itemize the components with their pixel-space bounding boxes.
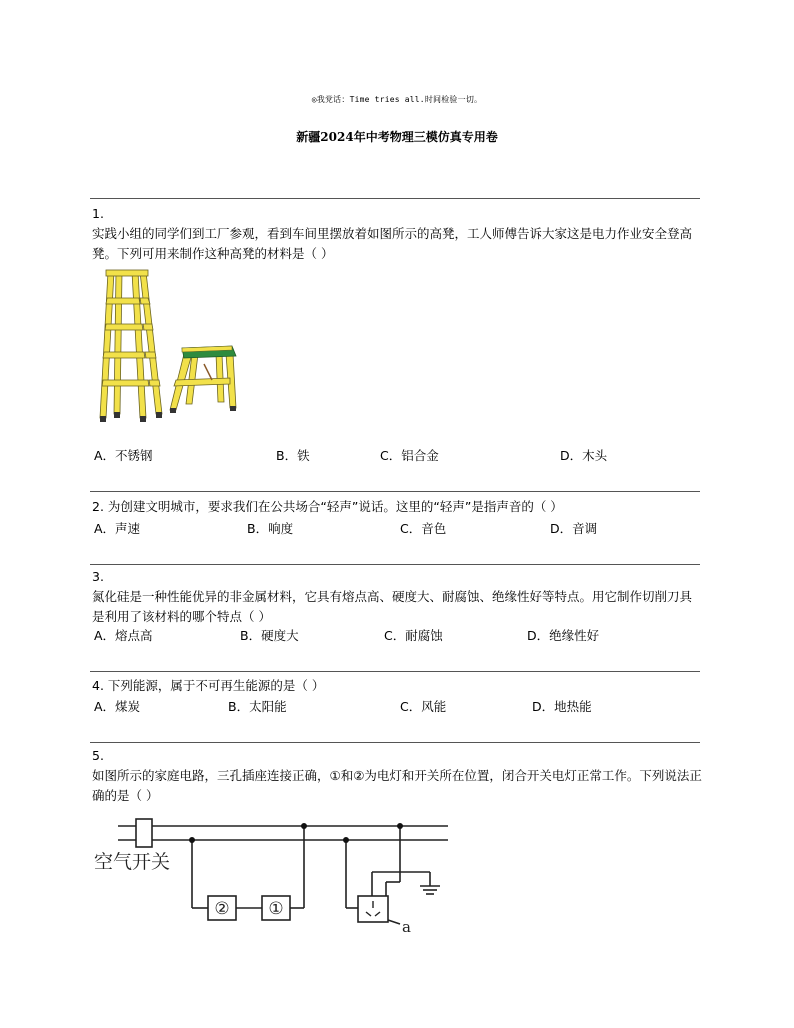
question-text: 为创建文明城市，要求我们在公共场合“轻声”说话。这里的“轻声”是指声音的（ ）	[107, 499, 563, 514]
question-divider	[90, 491, 700, 492]
circuit-diagram	[90, 812, 460, 942]
option-a[interactable]: A．熔点高	[94, 628, 153, 643]
ladder-stool-illustration	[96, 268, 246, 428]
option-b[interactable]: B．响度	[247, 521, 294, 536]
option-a[interactable]: A．不锈钢	[94, 448, 153, 463]
option-d[interactable]: D．地热能	[532, 699, 592, 714]
question-4	[92, 676, 702, 696]
air-switch-label: 空气开关	[94, 851, 171, 873]
option-a[interactable]: A．煤炭	[94, 699, 141, 714]
question-divider	[90, 671, 700, 672]
option-c[interactable]: C．耐腐蚀	[384, 628, 443, 643]
position-1-label: ①	[268, 899, 284, 919]
option-b[interactable]: B．铁	[276, 448, 310, 463]
question-number: 3.	[92, 569, 104, 584]
question-1	[92, 204, 702, 264]
question-number: 5.	[92, 748, 104, 763]
question-divider	[90, 742, 700, 743]
question-number: 2.	[92, 499, 104, 514]
question-number: 4.	[92, 678, 104, 693]
question-number: 1.	[92, 206, 104, 221]
question-text: 氮化硅是一种性能优异的非金属材料，它具有熔点高、硬度大、耐腐蚀、绝缘性好等特点。用它制作切削刀具是利用了该材料的哪个特点（ ）	[92, 589, 693, 624]
header-note: ◎我党话：Time tries all.时间检验一切。	[311, 95, 483, 104]
question-2	[92, 497, 702, 517]
page-title: 新疆2024年中考物理三模仿真专用卷	[296, 130, 498, 144]
position-2-label: ②	[214, 899, 230, 919]
question-text: 实践小组的同学们到工厂参观，看到车间里摆放着如图所示的高凳，工人师傅告诉大家这是电力作业安全登高凳。下列可用来制作这种高凳的材料是（ ）	[92, 226, 693, 261]
option-a[interactable]: A．声速	[94, 521, 141, 536]
option-c[interactable]: C．风能	[400, 699, 447, 714]
option-b[interactable]: B．硬度大	[240, 628, 299, 643]
question-3	[92, 567, 702, 627]
socket-label: a	[402, 918, 411, 936]
question-text: 如图所示的家庭电路，三孔插座连接正确，①和②为电灯和开关所在位置，闭合开关电灯正常工作。下列说法正确的是（ ）	[92, 768, 702, 803]
question-text: 下列能源，属于不可再生能源的是（ ）	[107, 678, 325, 693]
option-b[interactable]: B．太阳能	[228, 699, 287, 714]
question-divider	[90, 198, 700, 199]
option-d[interactable]: D．音调	[550, 521, 598, 536]
question-5	[92, 746, 702, 806]
option-d[interactable]: D．木头	[560, 448, 608, 463]
option-c[interactable]: C．音色	[400, 521, 447, 536]
option-d[interactable]: D．绝缘性好	[527, 628, 600, 643]
option-c[interactable]: C．铝合金	[380, 448, 439, 463]
question-divider	[90, 564, 700, 565]
